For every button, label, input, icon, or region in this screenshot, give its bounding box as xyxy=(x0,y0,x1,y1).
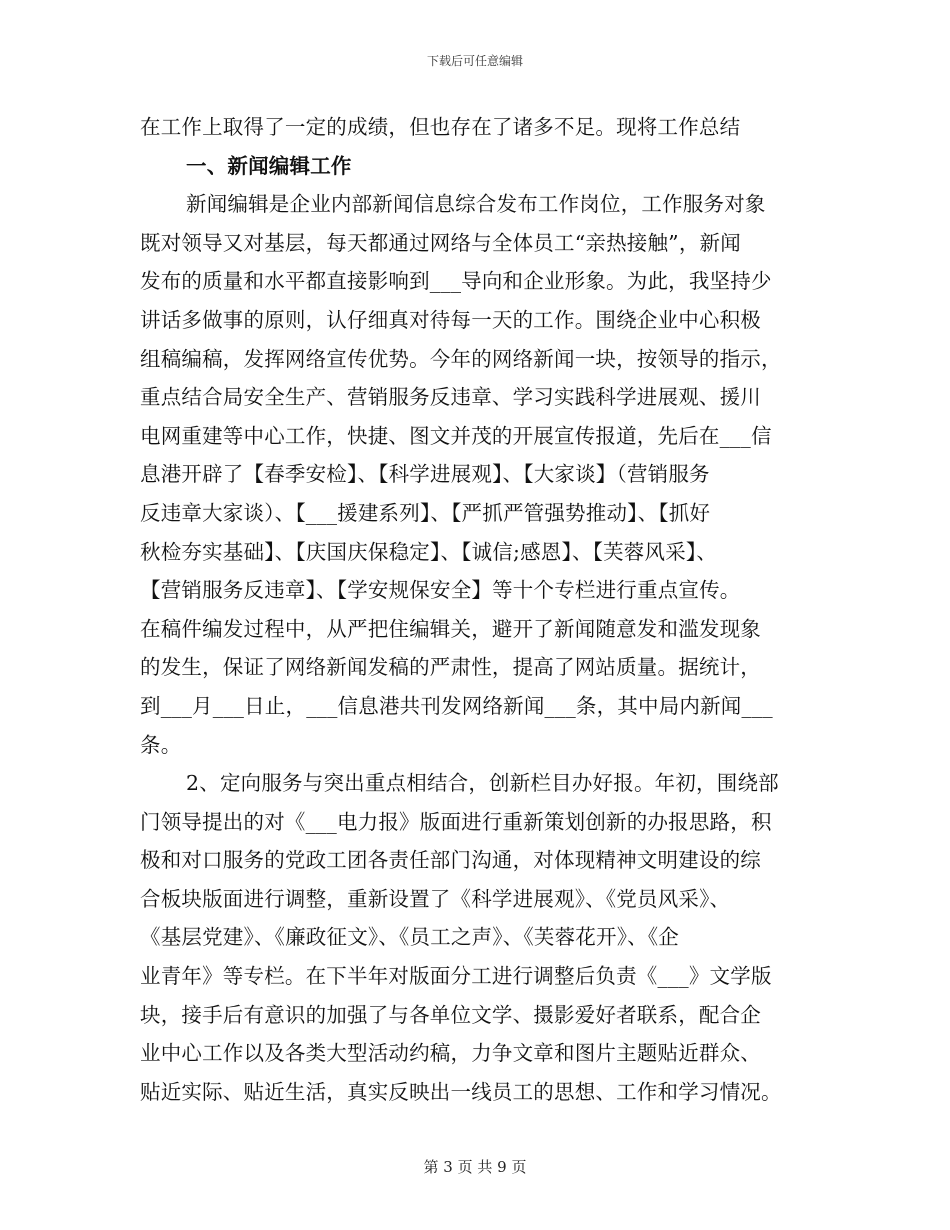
section-heading: 一、新闻编辑工作 xyxy=(186,153,352,178)
body-line: 电网重建等中心工作，快捷、图文并茂的开展宣传报道，先后在___信 xyxy=(140,423,772,448)
body-line: 的发生，保证了网络新闻发稿的严肃性，提高了网站质量。据统计， xyxy=(140,655,761,680)
body-line: 合板块版面进行调整，重新设置了《科学进展观》、《党员风采》、 xyxy=(140,886,731,911)
body-line: 在工作上取得了一定的成绩，但也存在了诸多不足。现将工作总结 xyxy=(140,115,741,139)
body-line: 2、定向服务与突出重点相结合，创新栏目办好报。年初，围绕部 xyxy=(186,771,779,796)
body-line: 到___月___日止，___信息港共刊发网络新闻___条，其中局内新闻___ xyxy=(140,693,773,718)
body-line: 《基层党建》、《廉政征文》、《员工之声》、《芙蓉花开》、《企 xyxy=(140,925,679,950)
body-line: 极和对口服务的党政工团各责任部门沟通，对体现精神文明建设的综 xyxy=(140,848,761,873)
body-line: 业青年》等专栏。在下半年对版面分工进行调整后负责《___》文学版 xyxy=(140,964,772,989)
body-line: 新闻编辑是企业内部新闻信息综合发布工作岗位，工作服务对象 xyxy=(186,192,766,217)
body-line: 讲话多做事的原则，认仔细真对待每一天的工作。围绕企业中心积极 xyxy=(140,307,761,332)
body-line: 组稿编稿，发挥网络宣传优势。今年的网络新闻一块，按领导的指示， xyxy=(140,346,782,371)
body-line: 秋检夯实基础】、【庆国庆保稳定】、【诚信;感恩】、【芙蓉风采】、 xyxy=(140,539,718,564)
body-line: 门领导提出的对《___电力报》版面进行重新策划创新的办报思路，积 xyxy=(140,809,772,834)
body-line: 贴近实际、贴近生活，真实反映出一线员工的思想、工作和学习情况。 xyxy=(140,1079,782,1104)
body-line: 在稿件编发过程中，从严把住编辑关，避开了新闻随意发和滥发现象 xyxy=(140,616,761,641)
body-line: 【营销服务反违章】、【学安规保安全】等十个专栏进行重点宣传。 xyxy=(140,578,741,603)
body-line: 条。 xyxy=(140,732,182,757)
document-body xyxy=(140,108,830,1111)
body-line: 发布的质量和水平都直接影响到___导向和企业形象。为此，我坚持少 xyxy=(140,269,772,294)
body-line: 重点结合局安全生产、营销服务反违章、学习实践科学进展观、援川 xyxy=(140,385,761,410)
body-line: 息港开辟了【春季安检】、【科学进展观】、【大家谈】（营销服务 xyxy=(140,462,710,487)
body-line: 既对领导又对基层，每天都通过网络与全体员工“亲热接触”，新闻 xyxy=(140,230,741,255)
body-line: 反违章大家谈）、【___援建系列】、【严抓严管强势推动】、【抓好 xyxy=(140,500,711,525)
body-line: 块，接手后有意识的加强了与各单位文学、摄影爱好者联系，配合企 xyxy=(140,1002,761,1027)
page-header: 下载后可任意编辑 xyxy=(426,54,523,68)
body-line: 业中心工作以及各类大型活动约稿，力争文章和图片主题贴近群众、 xyxy=(140,1041,761,1066)
page-footer: 第 3 页 共 9 页 xyxy=(423,1158,527,1176)
